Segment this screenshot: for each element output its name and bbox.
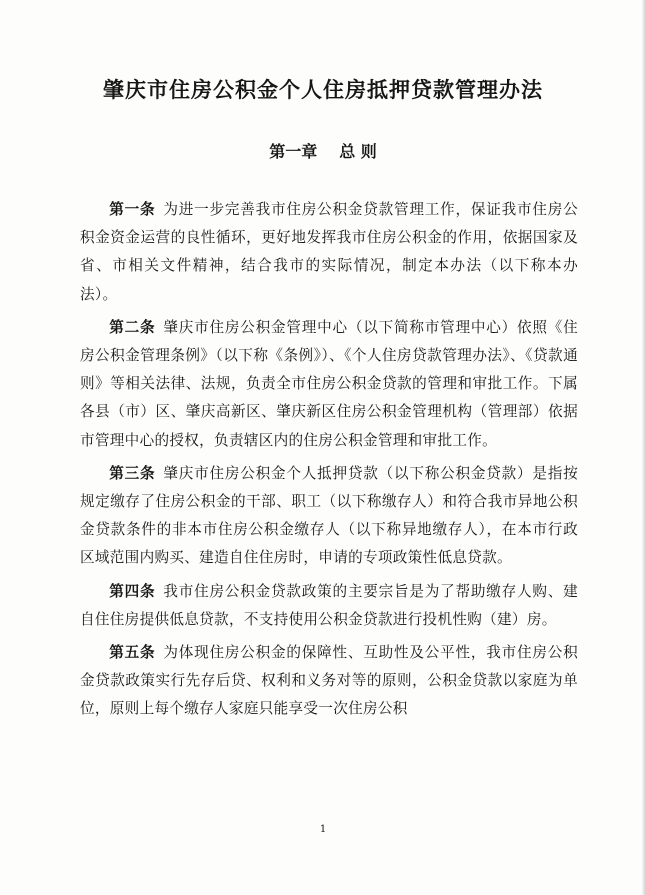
article-1 [80,196,578,309]
article-number: 第三条 [109,464,156,482]
article-number: 第四条 [109,582,156,600]
article-3 [80,460,578,573]
article-number: 第一条 [109,201,156,218]
article-2 [80,314,578,455]
article-text: 为体现住房公积金的保障性、互助性及公平性，我市住房公积金贷款政策实行先存后贷、权利和义务对等的原则，公积金贷款以家庭为单位，原则上每个缴存人家庭只能享受一次住房公积 [80,644,578,718]
page-number: 1 [319,824,327,835]
article-4 [80,578,578,634]
chapter-heading [0,139,646,162]
chapter-number: 第一章 [269,142,318,161]
article-text: 肇庆市住房公积金管理中心（以下简称市管理中心）依照《住房公积金管理条例》（以下称《条例》）、《个人住房贷款管理办法》、《贷款通则》等相关法律、法规，负责全市住房公积金贷款的管理和审批工作。下属各县（市）区、肇庆高新区、肇庆新区住房公积金管理机构（管理部）依据市管理中心的授权，负责辖区内的住房公积金管理和审批工作。 [80,318,578,449]
article-text: 我市住房公积金贷款政策的主要宗旨是为了帮助缴存人购、建自住住房提供低息贷款，不支持使用公积金贷款进行投机性购（建）房。 [80,582,578,628]
article-number: 第五条 [109,644,156,662]
chapter-name: 总 则 [339,142,377,161]
article-text: 肇庆市住房公积金个人抵押贷款（以下称公积金贷款）是指按规定缴存了住房公积金的干部、职工（以下称缴存人）和符合我市异地公积金贷款条件的非本市住房公积金缴存人（以下称异地缴存人），在本市行政区域范围内购买、建造自住住房时，申请的专项政策性低息贷款。 [80,464,578,567]
articles-body [80,196,578,729]
article-5 [80,639,578,724]
document-title: 肇庆市住房公积金个人住房抵押贷款管理办法 [103,77,543,102]
article-text: 为进一步完善我市住房公积金贷款管理工作，保证我市住房公积金资金运营的良性循环，更好地发挥我市住房公积金的作用，依据国家及省、市相关文件精神，结合我市的实际情况，制定本办法（以下称本办法）。 [80,201,578,303]
article-number: 第二条 [109,318,156,336]
